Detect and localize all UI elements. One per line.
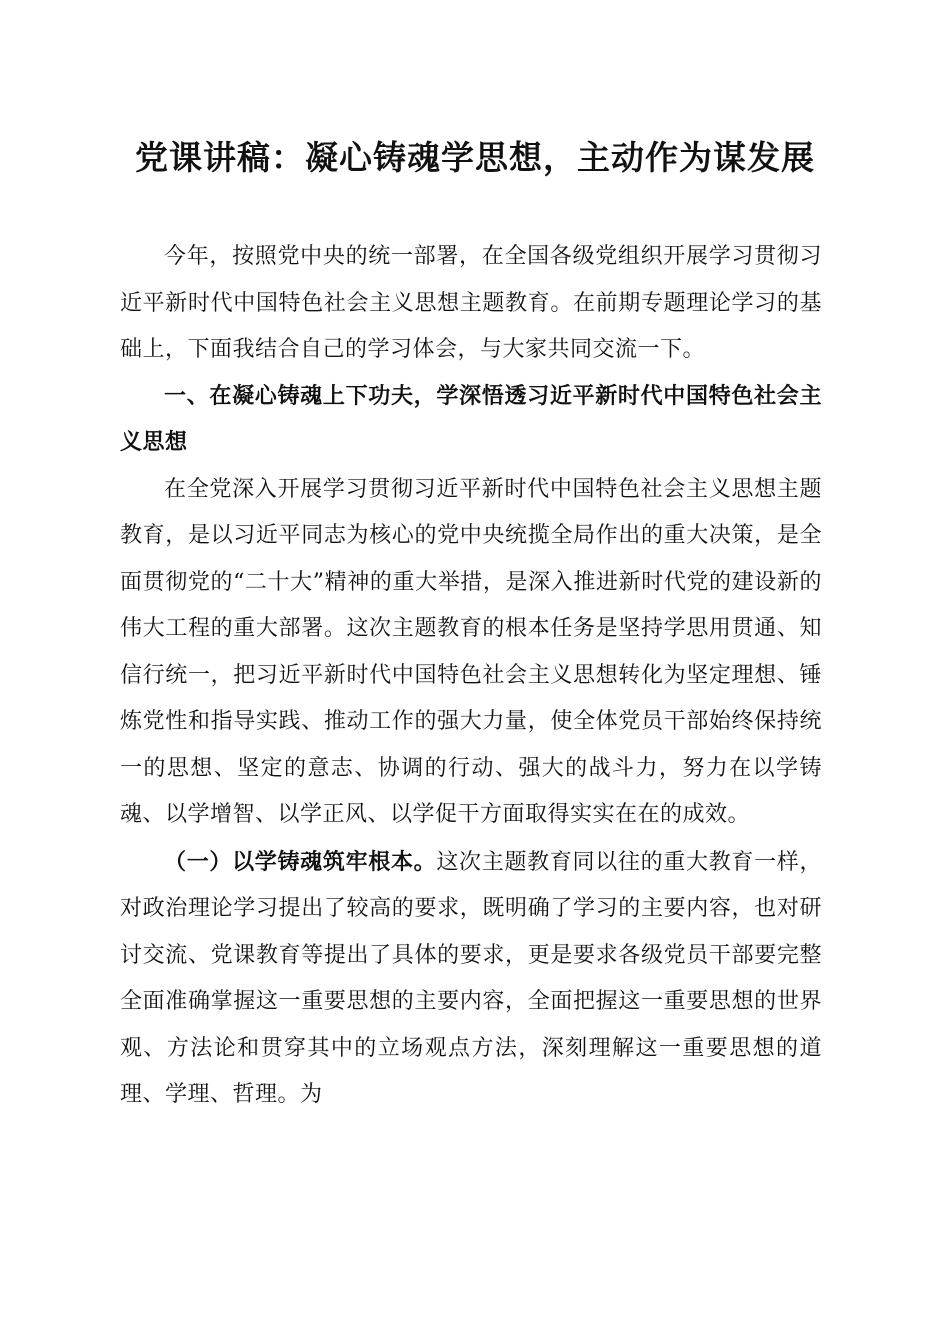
intro-paragraph: 今年，按照党中央的统一部署，在全国各级党组织开展学习贯彻习近平新时代中国特色社会主义思想主题教育。在前期专题理论学习的基础上，下面我结合自己的学习体会，与大家共同交流一下。 [120, 244, 822, 362]
document-body [120, 234, 822, 1119]
subsection-1-lead: （一）以学铸魂筑牢根本。 [164, 848, 437, 875]
subsection-1-text: 这次主题教育同以往的重大教育一样，对政治理论学习提出了较高的要求，既明确了学习的主要内容，也对研讨交流、党课教育等提出了具体的要求，更是要求各级党员干部要完整全面准确掌握这一重要思想的主要内容，全面把握这一重要思想的世界观、方法论和贯穿其中的立场观点方法，深刻理解这一重要思想的道理、学理、哲理。为 [120, 849, 822, 1107]
document-title: 党课讲稿：凝心铸魂学思想，主动作为谋发展 [135, 138, 815, 177]
subsection-1-paragraph [120, 839, 822, 1119]
section-1-paragraph: 在全党深入开展学习贯彻习近平新时代中国特色社会主义思想主题教育，是以习近平同志为核心的党中央统揽全局作出的重大决策，是全面贯彻党的“二十大”精神的重大举措，是深入推进新时代党的建设新的伟大工程的重大部署。这次主题教育的根本任务是坚持学思用贯通、知信行统一，把习近平新时代中国特色社会主义思想转化为坚定理想、锤炼党性和指导实践、推动工作的强大力量，使全体党员干部始终保持统一的思想、坚定的意志、协调的行动、强大的战斗力，努力在以学铸魂、以学增智、以学正风、以学促干方面取得实实在在的成效。 [120, 476, 822, 827]
section-1-heading: 一、在凝心铸魂上下功夫，学深悟透习近平新时代中国特色社会主义思想 [120, 383, 822, 455]
